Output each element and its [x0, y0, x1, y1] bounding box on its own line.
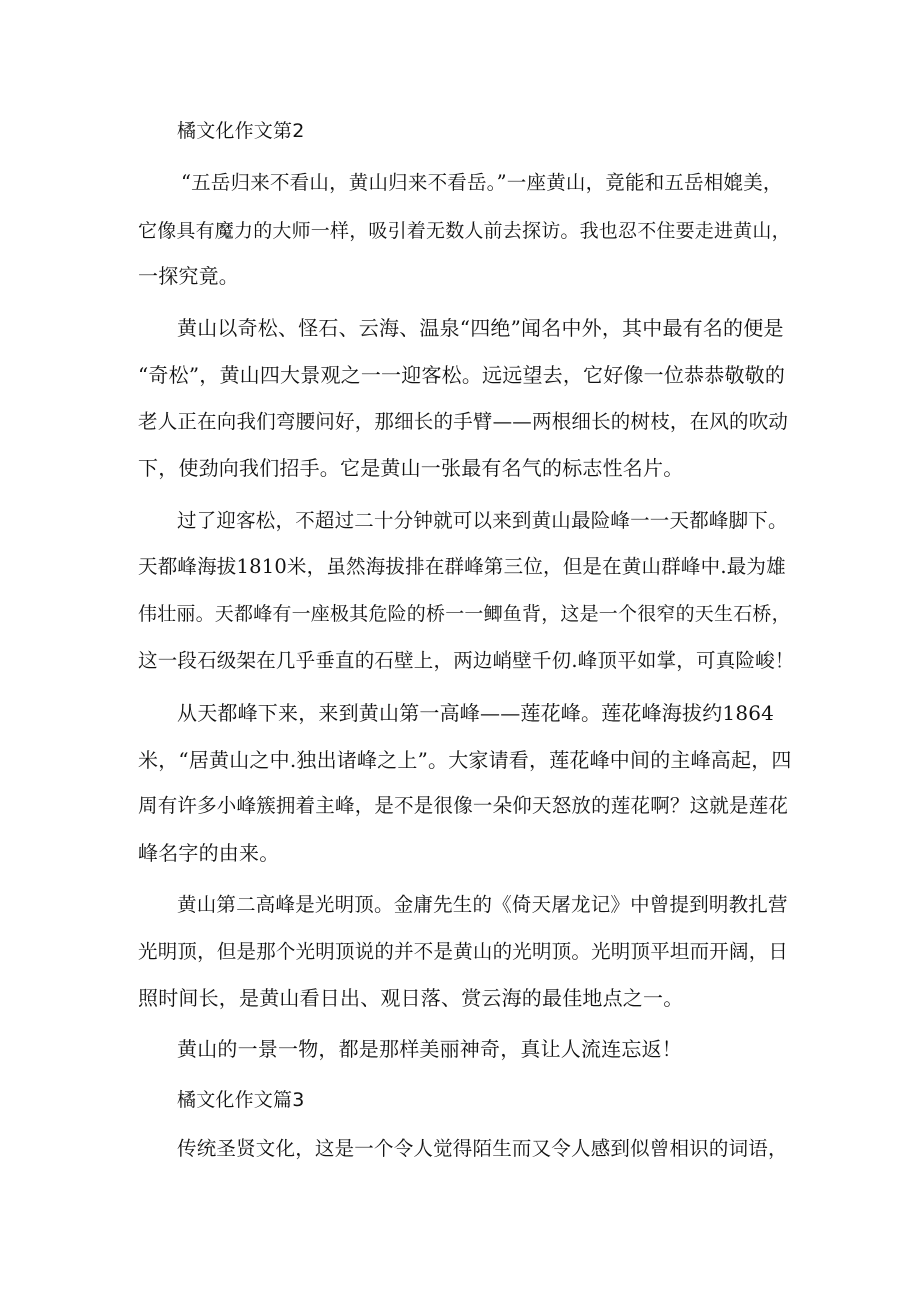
paragraph-line: 下，使劲向我们招手。它是黄山一张最有名气的标志性名片。: [138, 456, 684, 480]
section-heading: 橘文化作文篇3: [177, 1089, 305, 1111]
paragraph-line: 这一段石级架在几乎垂直的石壁上，两边峭壁千仞.峰顶平如掌，可真险峻！: [138, 649, 795, 672]
paragraph-line: 过了迎客松，不超过二十分钟就可以来到黄山最险峰一一天都峰脚下。: [177, 509, 788, 532]
paragraph-line: 峰名字的由来。: [138, 841, 280, 865]
paragraph-line: 天都峰海拔1810米，虽然海拔排在群峰第三位，但是在黄山群峰中.最为雄: [138, 555, 786, 578]
paragraph-line: 黄山第二高峰是光明顶。金庸先生的《倚天屠龙记》中曾提到明教扎营: [177, 893, 788, 916]
paragraph-line: 米，“居黄山之中.独出诸峰之上”。大家请看，莲花峰中间的主峰高起，四: [138, 748, 792, 772]
paragraph-line: “五岳归来不看山，黄山归来不看岳。”一座黄山，竟能和五岳相媲美，: [181, 171, 783, 194]
paragraph-line: 老人正在向我们弯腰问好，那细长的手臂——两根细长的树枝，在风的吹动: [138, 410, 789, 433]
paragraph-line: 它像具有魔力的大师一样，吸引着无数人前去探访。我也忍不住要走进黄山，: [138, 220, 791, 242]
paragraph-line: 从天都峰下来，来到黄山第一高峰——莲花峰。莲花峰海拔约1864: [177, 701, 775, 725]
paragraph-line: 一探究竟。: [138, 264, 239, 288]
paragraph-line: 黄山以奇松、怪石、云海、温泉“四绝”闻名中外，其中最有名的便是: [177, 316, 784, 340]
paragraph-line: 传统圣贤文化，这是一个令人觉得陌生而又令人感到似曾相识的词语，: [177, 1137, 788, 1160]
paragraph-line: 光明顶，但是那个光明顶说的并不是黄山的光明顶。光明顶平坦而开阔，日: [138, 940, 789, 963]
paragraph-line: “奇松”，黄山四大景观之一一迎客松。远远望去，它好像一位恭恭敬敬的: [138, 363, 786, 387]
paragraph-line: 周有许多小峰簇拥着主峰，是不是很像一朵仰天怒放的莲花啊？这就是莲花: [138, 794, 789, 817]
paragraph-line: 黄山的一景一物，都是那样美丽神奇，真让人流连忘返！: [177, 1037, 682, 1061]
paragraph-line: 伟壮丽。天都峰有一座极其危险的桥一一鲫鱼背，这是一个很窄的天生石桥，: [138, 603, 791, 625]
section-heading: 橘文化作文第2: [177, 120, 305, 142]
paragraph-line: 照时间长，是黄山看日出、观日落、赏云海的最佳地点之一。: [138, 986, 684, 1010]
